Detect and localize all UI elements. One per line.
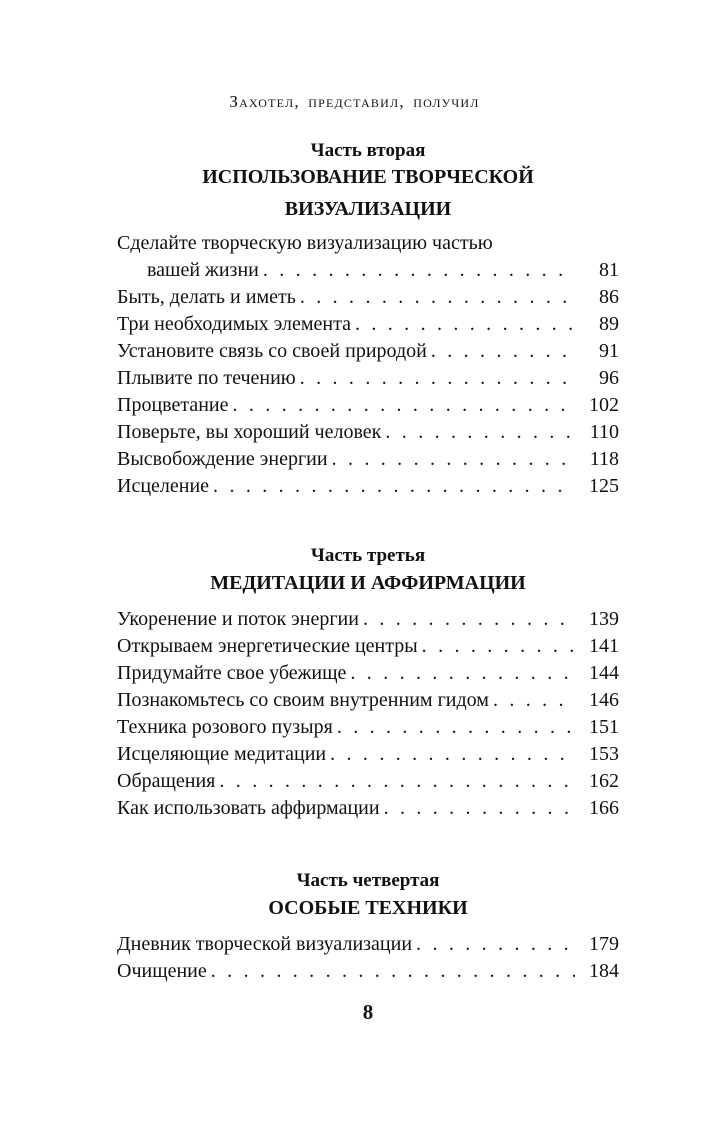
toc-entry-page: 162 (589, 770, 619, 792)
toc-entry[interactable] (117, 795, 619, 822)
toc-entry-title: Плывите по течению (117, 367, 296, 389)
toc-entry[interactable] (117, 768, 619, 795)
toc-entry-page: 89 (599, 313, 619, 335)
toc-entry-page: 110 (589, 421, 619, 443)
toc-entry-page: 179 (589, 933, 619, 955)
toc-entry-page: 166 (589, 797, 619, 819)
toc-entry-title: Укоренение и поток энергии (117, 608, 359, 630)
toc-entry[interactable] (117, 446, 619, 473)
toc-entry[interactable] (117, 311, 619, 338)
toc-entry-page: 139 (589, 608, 619, 630)
toc-entry-title: Поверьте, вы хороший человек (117, 421, 382, 443)
toc-entry-page: 118 (589, 448, 619, 470)
dot-leader (355, 311, 575, 338)
part-three-label: Часть третья (310, 545, 426, 566)
toc-entry-title: Очищение (117, 960, 207, 982)
dot-leader (384, 795, 575, 822)
toc-entry[interactable] (117, 958, 619, 985)
toc-entry-title: Быть, делать и иметь (117, 286, 296, 308)
toc-entry-title: Дневник творческой визуализации (117, 933, 413, 955)
toc-entry[interactable] (117, 606, 619, 633)
toc-entry-title: вашей жизни (147, 259, 259, 281)
dot-leader (211, 958, 575, 985)
dot-leader (493, 687, 575, 714)
toc-entry[interactable] (117, 338, 619, 365)
toc-entry-page: 151 (589, 716, 619, 738)
dot-leader (233, 392, 576, 419)
toc-entry-title: Открываем энергетические центры (117, 635, 418, 657)
toc-entry-title: Как использовать аффирмации (117, 797, 380, 819)
toc-entry[interactable] (117, 714, 619, 741)
part-three-title (0, 567, 709, 599)
toc-entry-title: Установите связь со своей природой (117, 340, 427, 362)
part-four-toc (117, 931, 619, 985)
toc-entry-title: Исцеление (117, 475, 210, 497)
toc-entry[interactable] (117, 392, 619, 419)
part-two-title (0, 161, 709, 225)
part-two-label: Часть вторая (310, 140, 426, 161)
toc-entry-page: 102 (589, 394, 619, 416)
dot-leader (263, 257, 575, 284)
dot-leader (300, 365, 575, 392)
dot-leader (219, 768, 575, 795)
toc-entry[interactable] (117, 257, 619, 284)
toc-entry-title: Сделайте творческую визуализацию частью (117, 232, 493, 254)
toc-entry-title: Познакомьтесь со своим внутренним гидом (117, 689, 489, 711)
toc-entry-page: 86 (599, 286, 619, 308)
toc-entry-page: 141 (589, 635, 619, 657)
part-two-title-line-2: ВИЗУАЛИЗАЦИИ (284, 198, 452, 220)
part-two-title-line-1: ИСПОЛЬЗОВАНИЕ ТВОРЧЕСКОЙ (202, 166, 534, 188)
dot-leader (337, 714, 575, 741)
toc-entry-page: 125 (589, 475, 619, 497)
toc-entry-page: 184 (589, 960, 619, 982)
toc-entry-title: Исцеляющие медитации (117, 743, 327, 765)
dot-leader (363, 606, 575, 633)
toc-entry[interactable] (117, 660, 619, 687)
toc-entry-page: 91 (599, 340, 619, 362)
toc-entry-title: Процветание (117, 394, 229, 416)
toc-entry[interactable] (117, 931, 619, 958)
dot-leader (330, 741, 575, 768)
dot-leader (300, 284, 575, 311)
toc-entry-title: Придумайте свое убежище (117, 662, 347, 684)
part-four-title (0, 892, 709, 924)
dot-leader (416, 931, 575, 958)
toc-entry-title: Три необходимых элемента (117, 313, 351, 335)
part-four-title-line-1: ОСОБЫЕ ТЕХНИКИ (268, 897, 468, 919)
toc-entry[interactable] (117, 284, 619, 311)
toc-entry-title: Обращения (117, 770, 216, 792)
toc-entry-page: 96 (599, 367, 619, 389)
toc-entry[interactable] (117, 633, 619, 660)
part-three-toc (117, 606, 619, 822)
toc-entry[interactable] (117, 741, 619, 768)
page-number: 8 (362, 1000, 374, 1024)
dot-leader (431, 338, 575, 365)
dot-leader (350, 660, 575, 687)
part-three-title-line-1: МЕДИТАЦИИ И АФФИРМАЦИИ (210, 572, 526, 594)
toc-entry[interactable] (117, 419, 619, 446)
toc-entry-title-line (117, 230, 619, 257)
toc-entry-page: 81 (599, 259, 619, 281)
dot-leader (213, 473, 575, 500)
dot-leader (385, 419, 575, 446)
toc-entry-title: Техника розового пузыря (117, 716, 333, 738)
part-two-toc (117, 230, 619, 500)
dot-leader (422, 633, 575, 660)
toc-entry[interactable] (117, 365, 619, 392)
part-four-label: Часть четвертая (296, 870, 440, 891)
dot-leader (332, 446, 575, 473)
toc-entry-page: 146 (589, 689, 619, 711)
toc-entry[interactable] (117, 687, 619, 714)
toc-entry-page: 153 (589, 743, 619, 765)
toc-entry-page: 144 (589, 662, 619, 684)
toc-entry-title: Высвобождение энергии (117, 448, 328, 470)
toc-entry[interactable] (117, 473, 619, 500)
running-head: Захотел, представил, получил (229, 92, 480, 111)
